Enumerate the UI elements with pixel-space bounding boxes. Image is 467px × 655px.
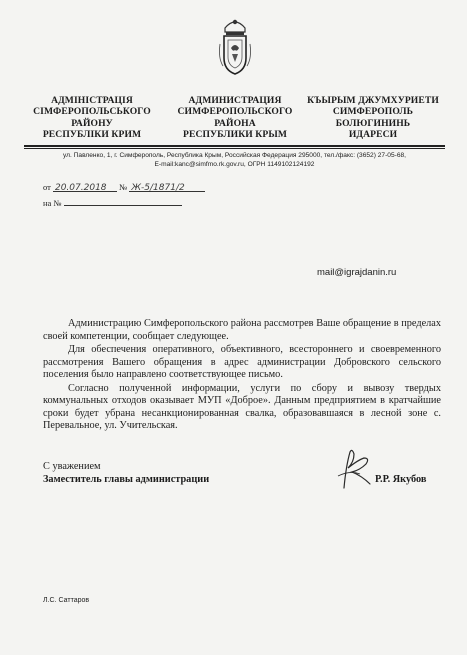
outgoing-registration bbox=[43, 182, 205, 192]
header-crimean-tatar bbox=[303, 95, 443, 141]
signatory-position: Заместитель главы администрации bbox=[43, 474, 210, 485]
number-value: Ж-5/1871/2 bbox=[131, 183, 185, 193]
header-crimean-tatar-line: ИДАРЕСИ bbox=[348, 129, 398, 141]
incoming-reference bbox=[43, 196, 182, 208]
header-crimean-tatar-line: БОЛЮГИНИНЬ bbox=[335, 117, 411, 129]
body-paragraph: Согласно полученной информации, услуги по сбору и вывозу твердых коммунальных отходов оказывает МУП «Доброе». Данным предприятием в кратчайшие сроки будет убрана несанкционированная свалка, образовавшаяся в лесной зоне с. Перевальное, ул. Учительская. bbox=[43, 382, 441, 431]
header-crimean-tatar-line: КЪЫРЫМ ДЖУМХУРИЕТИ bbox=[307, 95, 439, 106]
number-label: № bbox=[119, 182, 128, 192]
header-divider-thin bbox=[24, 148, 445, 149]
letter-body bbox=[43, 318, 441, 434]
header-ukrainian-line: СІМФЕРОПОЛЬСЬКОГО bbox=[33, 106, 151, 118]
header-crimean-tatar-line: СИМФЕРОПОЛЬ bbox=[332, 106, 414, 118]
header-ukrainian-line: РЕСПУБЛІКИ КРИМ bbox=[42, 129, 142, 141]
coat-of-arms-emblem bbox=[217, 14, 253, 78]
header-russian-line: РЕСПУБЛИКИ КРЫМ bbox=[182, 129, 287, 141]
contact-details bbox=[24, 152, 445, 169]
number-field bbox=[129, 182, 205, 192]
signatory-name: Р.Р. Якубов bbox=[375, 474, 427, 485]
email-ogrn-line: E-mail:kanc@simfmo.rk.gov.ru, ОГРН 1149102124192 bbox=[154, 160, 315, 168]
header-ukrainian bbox=[28, 95, 156, 141]
body-paragraph: Для обеспечения оперативного, объективного, всестороннего и своевременного рассмотрения Вашего обращения в адрес администрации Добровского сельского поселения было направлено соответствующее письмо. bbox=[43, 344, 441, 380]
handwritten-signature bbox=[330, 446, 382, 492]
header-divider-thick bbox=[24, 145, 445, 147]
date-field bbox=[53, 182, 117, 192]
from-label: от bbox=[43, 182, 51, 192]
reference-label: на № bbox=[43, 198, 62, 208]
address-line: ул. Павленко, 1, г. Симферополь, Республика Крым, Российская Федерация 295000, тел./факс: (3652) 27-05-68, bbox=[63, 152, 406, 159]
recipient-email: mail@igrajdanin.ru bbox=[317, 267, 397, 278]
reference-field bbox=[64, 196, 182, 206]
header-russian-line: СИМФЕРОПОЛЬСКОГО bbox=[177, 106, 293, 118]
body-paragraph: Администрацию Симферопольского района рассмотрев Ваше обращение в пределах своей компетенции, сообщает следующее. bbox=[43, 318, 441, 342]
header-russian-line: АДМИНИСТРАЦИЯ bbox=[188, 95, 282, 106]
header-russian-line: РАЙОНА bbox=[214, 117, 256, 129]
header-russian bbox=[170, 95, 300, 141]
header-ukrainian-line: АДМІНІСТРАЦІЯ bbox=[51, 95, 133, 106]
regards-line: С уважением bbox=[43, 461, 101, 472]
header-ukrainian-line: РАЙОНУ bbox=[71, 117, 113, 129]
executor-name: Л.С. Саттаров bbox=[43, 597, 90, 604]
date-value: 20.07.2018 bbox=[54, 183, 107, 193]
